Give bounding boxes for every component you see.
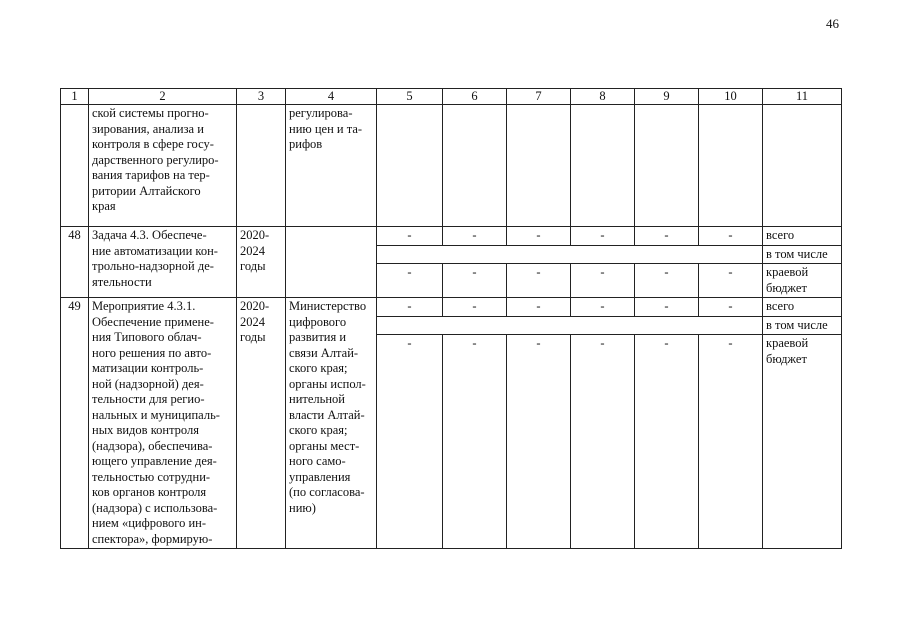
value-cell: - <box>507 264 571 298</box>
table-row <box>61 227 842 246</box>
value-cell: - <box>635 298 699 317</box>
value-cell: - <box>377 264 443 298</box>
value-cell: - <box>571 298 635 317</box>
value-cell: - <box>507 298 571 317</box>
value-cell: - <box>443 264 507 298</box>
column-header: 8 <box>571 89 635 105</box>
continuation-executor-cell: регулирова- нию цен и та- рифов <box>286 105 377 227</box>
value-cell: - <box>635 227 699 246</box>
value-cell: - <box>377 335 443 549</box>
source-cell: в том числе <box>763 245 842 264</box>
table-row <box>61 298 842 317</box>
task-name-cell: Задача 4.3. Обеспече- ние автоматизации кон- трольно-надзорной де- ятельности <box>89 227 237 298</box>
value-cell: - <box>507 335 571 549</box>
source-cell: всего <box>763 298 842 317</box>
continuation-name-cell: ской системы прогно- зирования, анализа и контроля в сфере госу- дарственного регулиро- вания тарифов на тер- ритории Алтайского края <box>89 105 237 227</box>
header-row <box>61 89 842 105</box>
column-header: 10 <box>699 89 763 105</box>
value-cell: - <box>443 335 507 549</box>
value-cell: - <box>699 335 763 549</box>
years-cell: 2020- 2024 годы <box>237 298 286 549</box>
activity-name-cell: Мероприятие 4.3.1. Обеспечение примене- ния Типового облач- ного решения по авто- матизации контроль- ной (надзорной) дея- тельности для регио- нальных и муниципаль- ных видов контроля (надзора), обеспечива- ющего управление дея- тельностью сотрудни- ков органов контроля (надзора) с использова- нием «цифрового ин- спектора», формирую- <box>89 298 237 549</box>
value-cell: - <box>635 335 699 549</box>
row-number-cell: 48 <box>61 227 89 298</box>
source-cell: краевой бюджет <box>763 335 842 549</box>
value-cell: - <box>699 227 763 246</box>
years-cell <box>237 105 286 227</box>
value-cell: - <box>571 264 635 298</box>
executor-cell: Министерство цифрового развития и связи Алтай- ского края; органы испол- нительной власти Алтай- ского края; органы мест- ного само- управления (по согласова- нию) <box>286 298 377 549</box>
column-header: 3 <box>237 89 286 105</box>
value-cell-merged <box>377 245 763 264</box>
value-cell: - <box>507 227 571 246</box>
program-table <box>60 88 842 549</box>
row-number-cell: 49 <box>61 298 89 549</box>
value-cell: - <box>571 335 635 549</box>
source-cell: в том числе <box>763 316 842 335</box>
value-cell: - <box>571 227 635 246</box>
page-number: 46 <box>826 16 839 31</box>
value-cell: - <box>699 264 763 298</box>
source-cell: всего <box>763 227 842 246</box>
years-cell: 2020- 2024 годы <box>237 227 286 298</box>
value-cell <box>443 105 507 227</box>
column-header: 9 <box>635 89 699 105</box>
column-header: 7 <box>507 89 571 105</box>
value-cell-merged <box>377 316 763 335</box>
value-cell: - <box>377 227 443 246</box>
value-cell <box>377 105 443 227</box>
value-cell <box>635 105 699 227</box>
column-header: 1 <box>61 89 89 105</box>
value-cell <box>571 105 635 227</box>
source-cell: краевой бюджет <box>763 264 842 298</box>
row-number-cell <box>61 105 89 227</box>
column-header: 11 <box>763 89 842 105</box>
source-cell <box>763 105 842 227</box>
column-header: 6 <box>443 89 507 105</box>
value-cell: - <box>699 298 763 317</box>
column-header: 4 <box>286 89 377 105</box>
continuation-row <box>61 105 842 227</box>
column-header: 5 <box>377 89 443 105</box>
value-cell <box>699 105 763 227</box>
value-cell: - <box>635 264 699 298</box>
column-header: 2 <box>89 89 237 105</box>
value-cell <box>507 105 571 227</box>
executor-cell <box>286 227 377 298</box>
value-cell: - <box>443 298 507 317</box>
value-cell: - <box>443 227 507 246</box>
value-cell: - <box>377 298 443 317</box>
